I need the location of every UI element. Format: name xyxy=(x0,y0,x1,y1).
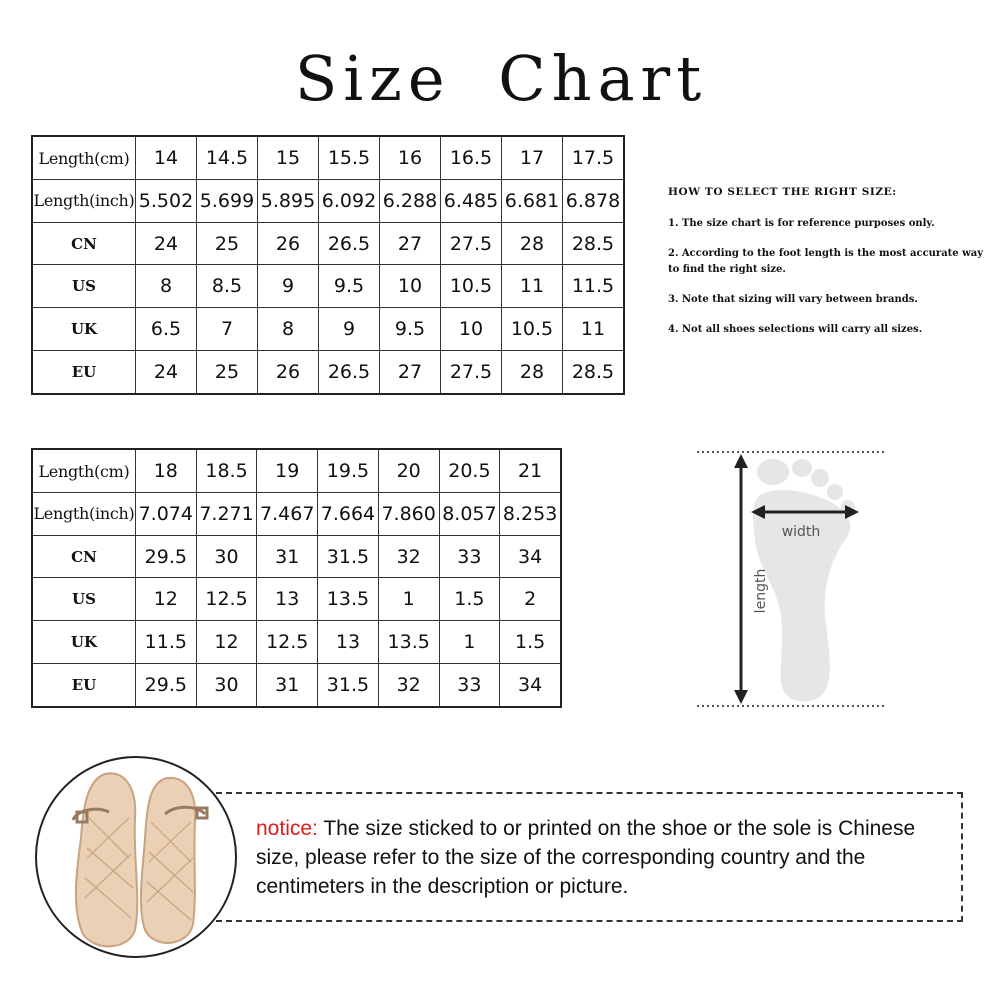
size-guide-tip: 1. The size chart is for reference purposes only. xyxy=(668,218,935,229)
row-label: UK xyxy=(32,621,135,664)
table-row xyxy=(32,578,561,621)
table-cell: 20 xyxy=(378,449,439,493)
left-sandal xyxy=(76,773,137,946)
table-cell: 21 xyxy=(500,449,561,493)
table-cell: 11 xyxy=(563,308,625,351)
table-cell: 27.5 xyxy=(441,350,502,394)
table-cell: 5.502 xyxy=(136,180,197,223)
table-cell: 13 xyxy=(318,621,379,664)
notice-label: notice: xyxy=(256,817,318,840)
table-cell: 33 xyxy=(439,663,500,707)
table-cell: 32 xyxy=(378,535,439,578)
table-cell: 8 xyxy=(258,308,319,351)
foot-measurement-diagram xyxy=(695,446,890,712)
page-title: Size Chart xyxy=(294,42,708,115)
table-cell: 10 xyxy=(441,308,502,351)
table-row xyxy=(32,535,561,578)
size-guide-tip: 3. Note that sizing will vary between brands. xyxy=(668,294,918,305)
row-label: Length(inch) xyxy=(32,493,135,536)
table-cell: 13.5 xyxy=(318,578,379,621)
table-row xyxy=(32,265,624,308)
row-label: CN xyxy=(32,535,135,578)
table-cell: 25 xyxy=(197,222,258,265)
table-row xyxy=(32,180,624,223)
table-cell: 31 xyxy=(257,663,318,707)
table-cell: 26 xyxy=(258,350,319,394)
table-cell: 11.5 xyxy=(563,265,625,308)
table-cell: 27.5 xyxy=(441,222,502,265)
size-table-large xyxy=(31,448,562,708)
table-cell: 18 xyxy=(135,449,196,493)
length-label: length xyxy=(753,568,769,614)
table-cell: 19 xyxy=(257,449,318,493)
table-cell: 14.5 xyxy=(197,136,258,180)
table-cell: 7.271 xyxy=(196,493,257,536)
table-cell: 34 xyxy=(500,663,561,707)
table-cell: 1.5 xyxy=(500,621,561,664)
table-cell: 7.664 xyxy=(318,493,379,536)
length-arrow-head-top xyxy=(734,454,748,468)
table-cell: 6.681 xyxy=(502,180,563,223)
table-cell: 10.5 xyxy=(441,265,502,308)
table-row xyxy=(32,449,561,493)
table-cell: 14 xyxy=(136,136,197,180)
table-cell: 11.5 xyxy=(135,621,196,664)
table-cell: 7 xyxy=(197,308,258,351)
table-cell: 26.5 xyxy=(319,222,380,265)
table-cell: 24 xyxy=(136,350,197,394)
table-cell: 28 xyxy=(502,222,563,265)
table-cell: 29.5 xyxy=(135,663,196,707)
table-cell: 18.5 xyxy=(196,449,257,493)
table-cell: 26 xyxy=(258,222,319,265)
table-cell: 1 xyxy=(378,578,439,621)
row-label: CN xyxy=(32,222,136,265)
table-cell: 5.699 xyxy=(197,180,258,223)
table-cell: 12 xyxy=(196,621,257,664)
notice-box xyxy=(216,792,963,922)
table-cell: 34 xyxy=(500,535,561,578)
table-cell: 24 xyxy=(136,222,197,265)
shoe-photo xyxy=(35,756,237,958)
table-cell: 8.5 xyxy=(197,265,258,308)
table-cell: 26.5 xyxy=(319,350,380,394)
table-cell: 6.288 xyxy=(380,180,441,223)
table-cell: 6.485 xyxy=(441,180,502,223)
table-cell: 31 xyxy=(257,535,318,578)
table-cell: 1 xyxy=(439,621,500,664)
table-cell: 7.860 xyxy=(378,493,439,536)
table-cell: 32 xyxy=(378,663,439,707)
row-label: EU xyxy=(32,663,135,707)
row-label: Length(inch) xyxy=(32,180,136,223)
table-cell: 8 xyxy=(136,265,197,308)
table-cell: 30 xyxy=(196,663,257,707)
table-row xyxy=(32,621,561,664)
table-row xyxy=(32,493,561,536)
table-cell: 28.5 xyxy=(563,222,625,265)
size-guide-tip: 2. According to the foot length is the most accurate way to find the right size. xyxy=(668,248,984,275)
table-row xyxy=(32,350,624,394)
notice-body: The size sticked to or printed on the shoe or the sole is Chinese size, please refer to the size of the corresponding country and the centimeters in the description or picture. xyxy=(256,817,916,898)
table-cell: 13 xyxy=(257,578,318,621)
row-label: UK xyxy=(32,308,136,351)
row-label: Length(cm) xyxy=(32,449,135,493)
table-cell: 28 xyxy=(502,350,563,394)
table-cell: 8.057 xyxy=(439,493,500,536)
table-cell: 33 xyxy=(439,535,500,578)
table-cell: 10 xyxy=(380,265,441,308)
table-cell: 9.5 xyxy=(319,265,380,308)
table-cell: 9.5 xyxy=(380,308,441,351)
table-cell: 13.5 xyxy=(378,621,439,664)
table-cell: 7.467 xyxy=(257,493,318,536)
table-cell: 27 xyxy=(380,222,441,265)
length-arrow-head-bottom xyxy=(734,690,748,704)
table-cell: 2 xyxy=(500,578,561,621)
table-cell: 6.878 xyxy=(563,180,625,223)
jelly-sandals-image xyxy=(37,758,235,956)
table-cell: 27 xyxy=(380,350,441,394)
table-row xyxy=(32,663,561,707)
notice-text-block xyxy=(256,814,956,901)
table-cell: 7.074 xyxy=(135,493,196,536)
table-cell: 17.5 xyxy=(563,136,625,180)
table-cell: 5.895 xyxy=(258,180,319,223)
table-cell: 17 xyxy=(502,136,563,180)
table-cell: 6.5 xyxy=(136,308,197,351)
table-cell: 31.5 xyxy=(318,535,379,578)
table-cell: 12.5 xyxy=(196,578,257,621)
table-cell: 15.5 xyxy=(319,136,380,180)
table-cell: 15 xyxy=(258,136,319,180)
table-cell: 16.5 xyxy=(441,136,502,180)
table-cell: 8.253 xyxy=(500,493,561,536)
table-cell: 9 xyxy=(319,308,380,351)
table-cell: 10.5 xyxy=(502,308,563,351)
table-row xyxy=(32,308,624,351)
table-cell: 30 xyxy=(196,535,257,578)
table-cell: 1.5 xyxy=(439,578,500,621)
row-label: US xyxy=(32,578,135,621)
table-cell: 20.5 xyxy=(439,449,500,493)
row-label: Length(cm) xyxy=(32,136,136,180)
width-label: width xyxy=(781,524,821,540)
table-cell: 6.092 xyxy=(319,180,380,223)
table-cell: 19.5 xyxy=(318,449,379,493)
row-label: EU xyxy=(32,350,136,394)
table-cell: 9 xyxy=(258,265,319,308)
table-row xyxy=(32,136,624,180)
table-cell: 29.5 xyxy=(135,535,196,578)
table-row xyxy=(32,222,624,265)
size-table-small xyxy=(31,135,625,395)
table-cell: 31.5 xyxy=(318,663,379,707)
table-cell: 12 xyxy=(135,578,196,621)
size-guide xyxy=(668,186,988,352)
table-cell: 16 xyxy=(380,136,441,180)
size-guide-tip: 4. Not all shoes selections will carry all sizes. xyxy=(668,324,923,335)
size-guide-heading: HOW TO SELECT THE RIGHT SIZE: xyxy=(668,186,897,198)
row-label: US xyxy=(32,265,136,308)
table-cell: 28.5 xyxy=(563,350,625,394)
table-cell: 11 xyxy=(502,265,563,308)
table-cell: 12.5 xyxy=(257,621,318,664)
right-sandal xyxy=(141,778,195,943)
table-cell: 25 xyxy=(197,350,258,394)
